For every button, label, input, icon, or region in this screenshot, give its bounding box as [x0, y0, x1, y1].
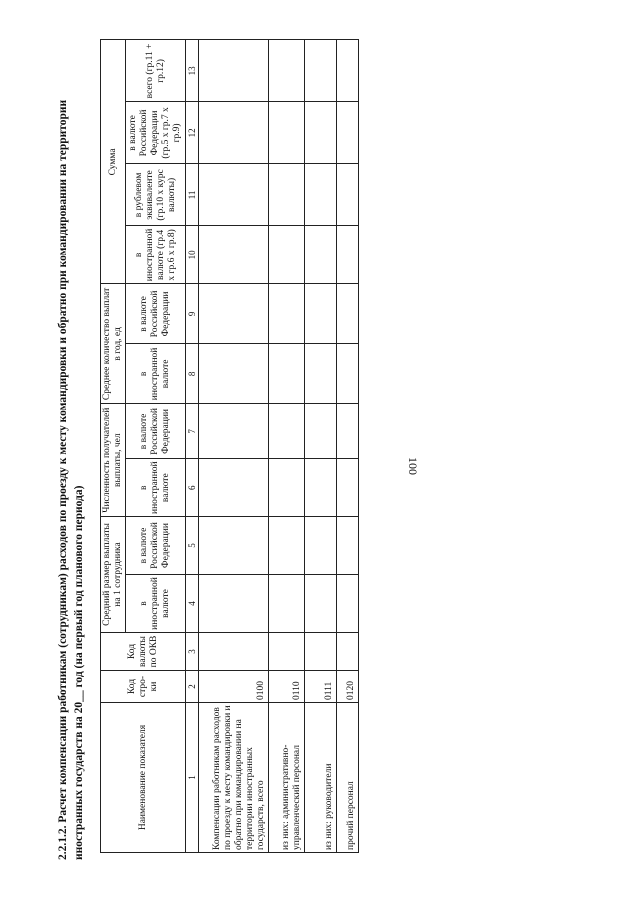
header-rub-7: в валюте Российской Федерации: [126, 404, 186, 459]
data-cell[interactable]: [337, 226, 359, 284]
header-col11: в рублевом эквиваленте (гр.10 x курс валюты): [126, 164, 186, 226]
row-code: 0110: [269, 671, 305, 703]
header-rub-5: в валюте Российской Федерации: [126, 517, 186, 575]
data-cell[interactable]: [305, 404, 337, 459]
data-cell[interactable]: [269, 404, 305, 459]
data-cell[interactable]: [199, 226, 269, 284]
col-num: 7: [186, 404, 199, 459]
col-num: 3: [186, 633, 199, 671]
header-sum: Сумма: [101, 40, 126, 284]
header-col13: всего (гр.11 + гр.12): [126, 40, 186, 102]
data-cell[interactable]: [269, 459, 305, 517]
table-row: [305, 40, 337, 853]
data-cell[interactable]: [305, 344, 337, 404]
data-cell[interactable]: [199, 459, 269, 517]
data-cell[interactable]: [305, 226, 337, 284]
data-cell[interactable]: [305, 40, 337, 102]
table-row: [337, 40, 359, 853]
row-code: 0100: [199, 671, 269, 703]
data-cell[interactable]: [305, 633, 337, 671]
section-title: 2.2.1.2. Расчет компенсации работникам (сотрудникам) расходов по проезду к месту командировки и обратно при командировании на территории иностранных государств на 20__ год (на первый год планового периода): [57, 99, 85, 860]
header-col10: в иностранной валюте (гр.4 x гр.6 x гр.8): [126, 226, 186, 284]
data-cell[interactable]: [199, 344, 269, 404]
data-cell[interactable]: [269, 344, 305, 404]
data-cell[interactable]: [337, 40, 359, 102]
row-name: прочий персонал: [337, 703, 359, 853]
header-foreign-6: в иностранной валюте: [126, 459, 186, 517]
row-name: из них: административно-управленческий персонал: [269, 703, 305, 853]
header-avg-count: Среднее количество выплат в год, ед: [101, 284, 126, 404]
col-num: 4: [186, 575, 199, 633]
data-cell[interactable]: [199, 102, 269, 164]
col-num: 11: [186, 164, 199, 226]
data-cell[interactable]: [337, 459, 359, 517]
col-num: 5: [186, 517, 199, 575]
data-cell[interactable]: [199, 284, 269, 344]
table-row: [269, 40, 305, 853]
table-row: [199, 40, 269, 853]
data-cell[interactable]: [199, 517, 269, 575]
data-cell[interactable]: [269, 517, 305, 575]
data-cell[interactable]: [199, 575, 269, 633]
col-num: 10: [186, 226, 199, 284]
col-num: 6: [186, 459, 199, 517]
data-cell[interactable]: [305, 459, 337, 517]
page-number: 100: [406, 457, 420, 475]
data-cell[interactable]: [269, 226, 305, 284]
data-cell[interactable]: [269, 575, 305, 633]
row-code: 0111: [305, 671, 337, 703]
data-cell[interactable]: [337, 344, 359, 404]
data-cell[interactable]: [305, 575, 337, 633]
data-cell[interactable]: [199, 40, 269, 102]
data-cell[interactable]: [199, 633, 269, 671]
row-name: Компенсации работникам расходов по проезду к месту командировки и обратно при командировании на территории иностранных государств, всего: [199, 703, 269, 853]
data-cell[interactable]: [305, 102, 337, 164]
data-cell[interactable]: [199, 164, 269, 226]
col-num: 12: [186, 102, 199, 164]
data-cell[interactable]: [269, 164, 305, 226]
data-cell[interactable]: [305, 517, 337, 575]
header-avg-payment: Средний размер выплаты на 1 сотрудника: [101, 517, 126, 633]
header-rub-9: в валюте Российской Федерации: [126, 284, 186, 344]
row-code: 0120: [337, 671, 359, 703]
col-num: 9: [186, 284, 199, 344]
data-cell[interactable]: [269, 40, 305, 102]
row-name: из них: руководители: [305, 703, 337, 853]
data-cell[interactable]: [337, 575, 359, 633]
data-cell[interactable]: [269, 284, 305, 344]
header-row-code: Код стро-ки: [101, 671, 186, 703]
header-foreign-4: в иностранной валюте: [126, 575, 186, 633]
column-number-row: [186, 40, 199, 853]
data-cell[interactable]: [337, 164, 359, 226]
header-name: Наименование показателя: [101, 703, 186, 853]
data-cell[interactable]: [337, 102, 359, 164]
data-cell[interactable]: [337, 404, 359, 459]
col-num: 1: [186, 703, 199, 853]
data-cell[interactable]: [337, 517, 359, 575]
header-currency-code: Код валюты по ОКВ: [101, 633, 186, 671]
header-col12: в валюте Российской Федерации (гр.5 x гр.7 x гр.9): [126, 102, 186, 164]
header-recipients: Численность получателей выплаты, чел: [101, 404, 126, 517]
compensation-table: [100, 39, 359, 853]
data-cell[interactable]: [305, 164, 337, 226]
data-cell[interactable]: [337, 633, 359, 671]
data-cell[interactable]: [199, 404, 269, 459]
data-cell[interactable]: [269, 102, 305, 164]
data-cell[interactable]: [337, 284, 359, 344]
header-foreign-8: в иностранной валюте: [126, 344, 186, 404]
data-cell[interactable]: [269, 633, 305, 671]
col-num: 2: [186, 671, 199, 703]
col-num: 8: [186, 344, 199, 404]
data-cell[interactable]: [305, 284, 337, 344]
col-num: 13: [186, 40, 199, 102]
